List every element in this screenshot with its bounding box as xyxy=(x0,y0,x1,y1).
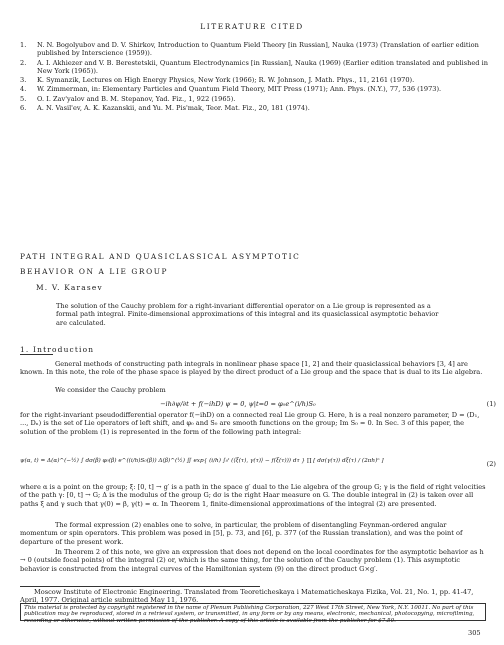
paragraph-theorem-2: In Theorem 2 of this note, we give an expression that does not depend on the local coordinates for the asymptotic behavior as h → 0 (outside focal points) of the integral (2) or, which is the same thing, for the solution of the Cauchy problem (1). This asymptotic behavior is constructed from the integral curves of the Hamiltonian system (9) on the direct product G×g′. xyxy=(20,548,484,573)
reference-item: 2. A. I. Akhiezer and V. B. Berestetskii, Quantum Electrodynamics [in Russian], Nauka (1969) (Earlier edition translated and published in New York (1965)). xyxy=(20,58,488,76)
literature-cited-heading: LITERATURE CITED xyxy=(200,22,304,31)
paragraph-operator: for the right-invariant pseudodifferential operator f(−ihD) on a connected real Lie group G. Here, h is a real nonzero parameter, D = (D₁, ..., Dₙ) is the set of Lie operators of left shift, and φ₀ and S₀ are smooth functions on the group; Im S₀ = 0. In Sec. 3 of this paper, the solution of the problem (1) is represented in the form of the following path integral: xyxy=(20,411,480,436)
reference-item: 1. N. N. Bogolyubov and D. V. Shirkov, Introduction to Quantum Field Theory [in Russian], Nauka (1973) (Translation of earlier edition published by Interscience (1959)). xyxy=(20,41,479,58)
reference-item: 4. W. Zimmerman, in: Elementary Particles and Quantum Field Theory, MIT Press (1971); Ann. Phys. (N.Y.), 77, 536 (1973). xyxy=(20,85,442,94)
page-number: 305 xyxy=(468,629,481,637)
article-title-line: BEHAVIOR ON A LIE GROUP xyxy=(20,267,169,276)
paragraph-definitions: where α is a point on the group; ξ: [0, t] → g′ is a path in the space g′ dual to the Lie algebra of the group G; γ is the field of right velocities of the path γ: [0, t] → G; Δ is the modulus of the group G; dσ is the right Haar measure on G. The double integral in (2) is taken over all paths ξ and γ such that γ(0) = β, γ(t) = α. In Theorem 1, finite-dimensional approximations of the integral (2) are presented. xyxy=(20,483,486,508)
equation-2-body: ψ(α, t) = Δ(α)^(−½) ∫ dσ(β) φ₀(β) e^((i/h)S₀(β)) Δ(β)^(½) ∬ exp{ (i/h) ∫₀ᵗ (⟨ξ̇(τ), γ(τ)⟩ − f(ξ(τ))) dτ } ∏ [ dσ(γ(τ)) dξ(τ) / (2πh)ⁿ ] xyxy=(20,458,384,464)
equation-2-number: (2) xyxy=(486,460,496,468)
reference-item: 6. A. N. Vasil'ev, A. K. Kazanskii, and Yu. M. Pis'mak, Teor. Mat. Fiz., 20, 181 (1974). xyxy=(20,103,310,112)
footnote-affiliation: Moscow Institute of Electronic Engineering. Translated from Teoreticheskaya i Matematicheskaya Fizika, Vol. 21, No. 1, pp. 41-47, April, 1977. Original article submitted May 11, 1976. xyxy=(20,588,474,605)
reference-list xyxy=(20,41,490,113)
article-title xyxy=(20,249,380,279)
reference-item: 3. K. Symanzik, Lectures on High Energy Physics, New York (1966); R. W. Johnson, J. Math. Phys., 11, 2161 (1970). xyxy=(20,76,415,85)
copyright-box xyxy=(20,603,486,624)
section-heading: 1. Introduction xyxy=(20,345,95,354)
paragraph-intro: General methods of constructing path integrals in nonlinear phase space [1, 2] and their quasiclassical behaviors [3, 4] are known. In this note, the role of the phase space is played by the direct product of a Lie group and the space that is dual to its Lie algebra. xyxy=(20,360,483,377)
copyright-notice: This material is protected by copyright registered in the name of Plenum Publishing Corporation, 227 West 17th Street, New York, N.Y. 10011. No part of this publication may be reproduced, stored in a retrieval system, or transmitted, in any form or by any means, electronic, mechanical, photocopying, microfilming, recording or otherwise, without written permission of the publisher. A copy of this article is available from the publisher for $7.50. xyxy=(24,605,475,624)
paragraph-cauchy: We consider the Cauchy problem xyxy=(55,386,166,394)
paragraph-formal-expression: The formal expression (2) enables one to solve, in particular, the problem of disentangling Feynman-ordered angular momentum or spin operators. This problem was posed in [5], p. 73, and [6], p. 377 (of the Russian translation), and was the point of departure of the present work. xyxy=(20,521,463,546)
article-abstract: The solution of the Cauchy problem for a right-invariant differential operator on a Lie group is represented as a formal path integral. Finite-dimensional approximations of this integral and its quasiclassical asymptotic behavior are calculated. xyxy=(56,302,439,327)
article-title-line: PATH INTEGRAL AND QUASICLASSICAL ASYMPTOTIC xyxy=(20,252,301,261)
section-underline xyxy=(20,354,53,355)
equation-2 xyxy=(20,452,496,478)
equation-1-number: (1) xyxy=(486,400,496,408)
equation-1-body: −ih∂ψ/∂t + f(−ihD) ψ = 0, ψ|t=0 = φ₀e^(i/h)S₀ xyxy=(160,400,316,408)
footnote-rule xyxy=(20,586,260,587)
reference-item: 5. O. I. Zav'yalov and B. M. Stepanov, Yad. Fiz., 1, 922 (1965). xyxy=(20,94,236,103)
article-author: M. V. Karasev xyxy=(36,283,103,292)
